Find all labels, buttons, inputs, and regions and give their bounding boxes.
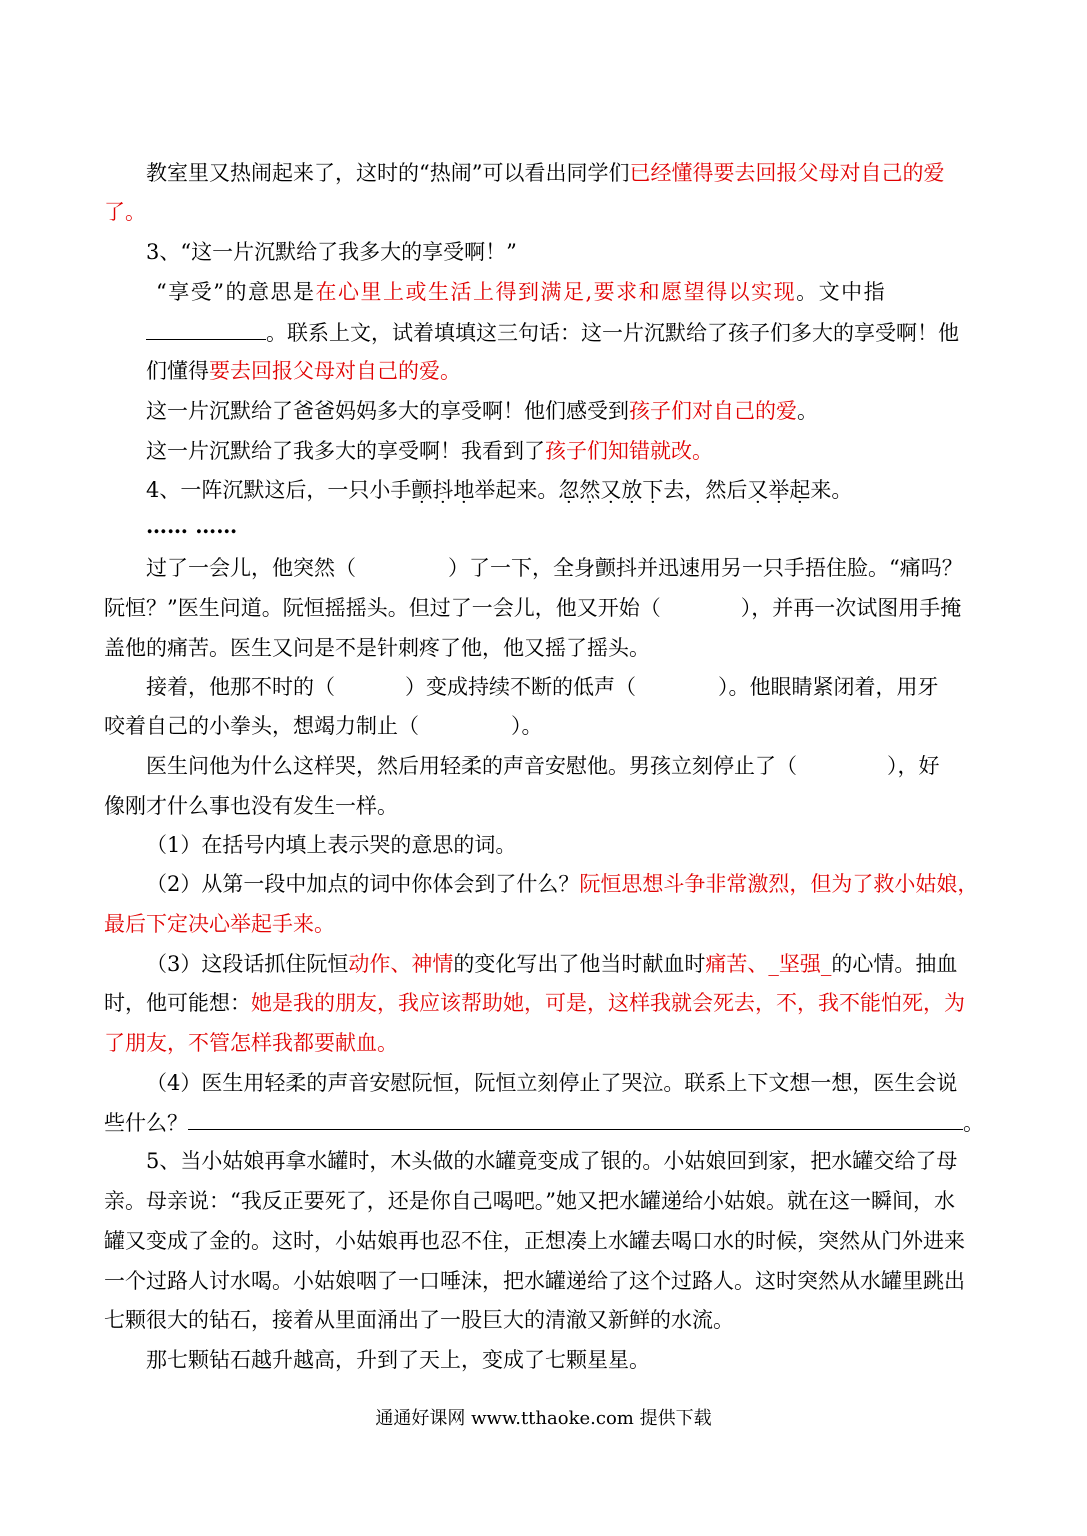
answer-text: 在心里上或生活上得到满足,要求和愿望得以实现 xyxy=(315,280,797,304)
text: ）。他眼睛紧闭着，用牙 xyxy=(718,675,939,699)
answer-line[interactable] xyxy=(188,1107,963,1130)
dotted-char: 举 xyxy=(768,478,790,502)
text: 们懂得 xyxy=(146,359,209,383)
p1-line-1 xyxy=(146,158,988,188)
text: 这一片沉默给了我多大的享受啊！我看到了 xyxy=(146,439,545,463)
text: 些什么？ xyxy=(104,1111,188,1135)
text: 来。 xyxy=(810,478,853,502)
q3-title: 3、“这一片沉默给了我多大的享受啊！” xyxy=(146,240,517,264)
q4-sub-3-line-1 xyxy=(146,949,988,979)
answer-text: 了朋友，不管怎样我都要献血。 xyxy=(104,1031,398,1055)
dotted-char: 又 xyxy=(747,478,769,502)
text: 。文中指 xyxy=(796,280,887,304)
text: ），并再一次试图用手掩 xyxy=(740,596,962,620)
answer-text: 、 xyxy=(390,952,412,976)
q5-line-5: 七颗很大的钻石，接着从里面涌出了一股巨大的清澈又新鲜的水流。 xyxy=(104,1308,734,1332)
text: ）变成持续不断的低声（ xyxy=(405,675,636,699)
text: ）。 xyxy=(511,714,543,738)
q4-sub-4-line-1: （4）医生用轻柔的声音安慰阮恒，阮恒立刻停止了哭泣。联系上下文想一想，医生会说 xyxy=(146,1071,958,1095)
answer-text: 痛苦、_坚强_ xyxy=(705,952,832,976)
dotted-char: 地 xyxy=(453,478,475,502)
answer-text: 最后下定决心举起手来。 xyxy=(104,912,335,936)
text: 。联系上文，试着填填这三句话：这一片沉默给了孩子们多大的享受啊！他 xyxy=(266,321,959,345)
q4-sub-1: （1）在括号内填上表示哭的意思的词。 xyxy=(146,833,517,857)
q4-sub-2-line-1 xyxy=(146,869,988,899)
passage-line-2 xyxy=(104,593,988,623)
dotted-char: 颤 xyxy=(411,478,433,502)
q5-line-1: 5、当小姑娘再拿水罐时，木头做的水罐竟变成了银的。小姑娘回到家，把水罐交给了母 xyxy=(146,1149,958,1173)
text: （2）从第一段中加点的词中你体会到了什么？ xyxy=(146,872,580,896)
text: 去，然后 xyxy=(663,478,748,502)
text: 的心情。抽血 xyxy=(831,952,958,976)
q3-line-3 xyxy=(146,356,988,386)
answer-text: 动作 xyxy=(348,952,391,976)
q5-line-3: 罐又变成了金的。这时，小姑娘再也忍不住，正想凑上水罐去喝口水的时候，突然从门外进来 xyxy=(104,1229,965,1253)
q4-sub-2-line-2 xyxy=(104,909,988,939)
answer-text: 孩子们对自己的爱 xyxy=(629,399,797,423)
answer-text: 她是我的朋友，我应该帮助她，可是，这样我就会死去，不，我不能怕死，为 xyxy=(251,991,965,1015)
answer-text: 阮恒思想斗争非常激烈，但为了救小姑娘， xyxy=(579,872,979,896)
answer-text: 孩子们知错就改。 xyxy=(545,439,713,463)
answer-text: 神情 xyxy=(411,952,454,976)
text: （3）这段话抓住阮恒 xyxy=(146,952,349,976)
text: ）了一下，全身颤抖并迅速用另一只手捂住脸。“痛吗？ xyxy=(448,556,963,580)
passage-line-3: 盖他的痛苦。医生又问是不是针刺疼了他，他又摇了摇头。 xyxy=(104,636,650,660)
ellipsis: …… …… xyxy=(146,513,238,538)
text: 时，他可能想： xyxy=(104,991,251,1015)
q4-sub-3-line-2 xyxy=(104,988,988,1018)
passage-line-6 xyxy=(146,751,988,781)
text: 咬着自己的小拳头，想竭力制止（ xyxy=(104,714,419,738)
q3-line-4 xyxy=(146,396,988,426)
q5-line-2: 亲。母亲说：“我反正要死了，还是你自己喝吧。”她又把水罐递给小姑娘。就在这一瞬间，水 xyxy=(104,1189,955,1213)
dotted-char: 起 xyxy=(789,478,811,502)
dotted-char: 又 xyxy=(600,478,622,502)
q3-line-1 xyxy=(156,277,988,307)
answer-text: 要去回报父母对自己的爱。 xyxy=(209,359,461,383)
fill-blank[interactable] xyxy=(146,317,266,340)
text: 4、一阵沉默这后，一只小手 xyxy=(146,478,412,502)
passage-line-7: 像刚才什么事也没有发生一样。 xyxy=(104,794,398,818)
text: 过了一会儿，他突然（ xyxy=(146,556,356,580)
dotted-char: 放 xyxy=(621,478,643,502)
text: 的变化写出了他当时献血时 xyxy=(453,952,706,976)
p1-line-2 xyxy=(104,197,988,227)
passage-line-4 xyxy=(146,672,988,702)
text: “享受”的意思是 xyxy=(156,280,316,304)
answer-text: 了。 xyxy=(104,200,146,224)
q3-line-2 xyxy=(146,317,988,348)
passage-line-1 xyxy=(146,553,988,583)
dotted-char: 下 xyxy=(642,478,664,502)
q3-line-5 xyxy=(146,436,988,466)
text: ），好 xyxy=(887,754,940,778)
q4-sub-3-line-3 xyxy=(104,1028,988,1058)
answer-text: 已经懂得要去回报父母对自己的爱 xyxy=(629,161,945,185)
text: 阮恒？”医生问道。阮恒摇摇头。但过了一会儿，他又开始（ xyxy=(104,596,661,620)
q5-line-6: 那七颗钻石越升越高，升到了天上，变成了七颗星星。 xyxy=(146,1348,650,1372)
dotted-char: 抖 xyxy=(432,478,454,502)
page-footer: 通通好课网 www.tthaoke.com 提供下载 xyxy=(375,1408,712,1429)
dotted-char: 忽 xyxy=(558,478,580,502)
q4-sub-4-line-2 xyxy=(104,1107,988,1138)
dotted-char: 然 xyxy=(579,478,601,502)
text: 。 xyxy=(797,399,818,423)
text: 举起来。 xyxy=(474,478,559,502)
text: 接着，他那不时的（ xyxy=(146,675,335,699)
text: 这一片沉默给了爸爸妈妈多大的享受啊！他们感受到 xyxy=(146,399,629,423)
q5-line-4: 一个过路人讨水喝。小姑娘咽了一口唾沫，把水罐递给了这个过路人。这时突然从水罐里跳出 xyxy=(104,1269,965,1293)
text: 教室里又热闹起来了，这时的“热闹”可以看出同学们 xyxy=(146,161,630,185)
passage-line-5 xyxy=(104,711,988,741)
text: 医生问他为什么这样哭，然后用轻柔的声音安慰他。男孩立刻停止了（ xyxy=(146,754,797,778)
q4-line-1 xyxy=(146,475,988,505)
text: 。 xyxy=(963,1111,984,1135)
